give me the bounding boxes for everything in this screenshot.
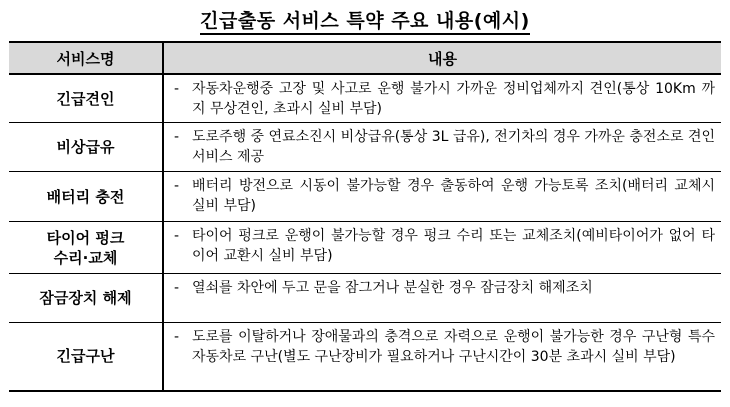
service-name: 잠금장치 해제 [9, 274, 163, 323]
service-name: 비상급유 [9, 123, 163, 172]
column-header-service-name: 서비스명 [9, 42, 163, 74]
service-description-text: 배터리 방전으로 시동이 불가능할 경우 출동하여 운행 가능토록 조치(배터리 교체시 실비 부담) [192, 178, 715, 214]
service-description [163, 222, 721, 274]
bullet-dash: - [174, 129, 180, 145]
service-description [163, 274, 721, 323]
service-name: 타이어 펑크 수리·교체 [9, 222, 163, 274]
service-description [163, 172, 721, 222]
bullet-dash: - [174, 280, 180, 296]
column-header-content: 내용 [163, 42, 721, 74]
page-title [0, 6, 730, 33]
service-name: 긴급구난 [9, 323, 163, 391]
table-row [9, 172, 721, 222]
service-description-text: 타이어 펑크로 운행이 불가능할 경우 펑크 수리 또는 교체조치(예비타이어가 없어 타이어 교환시 실비 부담) [192, 228, 715, 264]
bullet-dash: - [174, 178, 180, 194]
service-name: 긴급견인 [9, 74, 163, 123]
table-row [9, 74, 721, 123]
service-description-text: 도로를 이탈하거나 장애물과의 충격으로 자력으로 운행이 불가능한 경우 구난형 특수자동차로 구난(별도 구난장비가 필요하거나 구난시간이 30분 초과시 실비 부담) [192, 329, 715, 365]
table-row [9, 274, 721, 323]
service-description [163, 323, 721, 391]
service-description-text: 도로주행 중 연료소진시 비상급유(통상 3L 급유), 전기차의 경우 가까운 충전소로 견인 서비스 제공 [192, 129, 715, 165]
table-header-row [9, 42, 721, 74]
bullet-dash: - [174, 228, 180, 244]
service-description-text: 자동차운행중 고장 및 사고로 운행 불가시 가까운 정비업체까지 견인(통상 10Km 까지 무상견인, 초과시 실비 부담) [192, 81, 715, 117]
table-row [9, 222, 721, 274]
table-row [9, 123, 721, 172]
service-description-text: 열쇠를 차안에 두고 문을 잠그거나 분실한 경우 잠금장치 해제조치 [192, 280, 593, 296]
service-name: 배터리 충전 [9, 172, 163, 222]
service-table [9, 41, 721, 392]
bullet-dash: - [174, 81, 180, 97]
service-description [163, 123, 721, 172]
page-title-text: 긴급출동 서비스 특약 주요 내용(예시) [200, 10, 530, 35]
bullet-dash: - [174, 329, 180, 345]
service-description [163, 74, 721, 123]
table-row [9, 323, 721, 391]
